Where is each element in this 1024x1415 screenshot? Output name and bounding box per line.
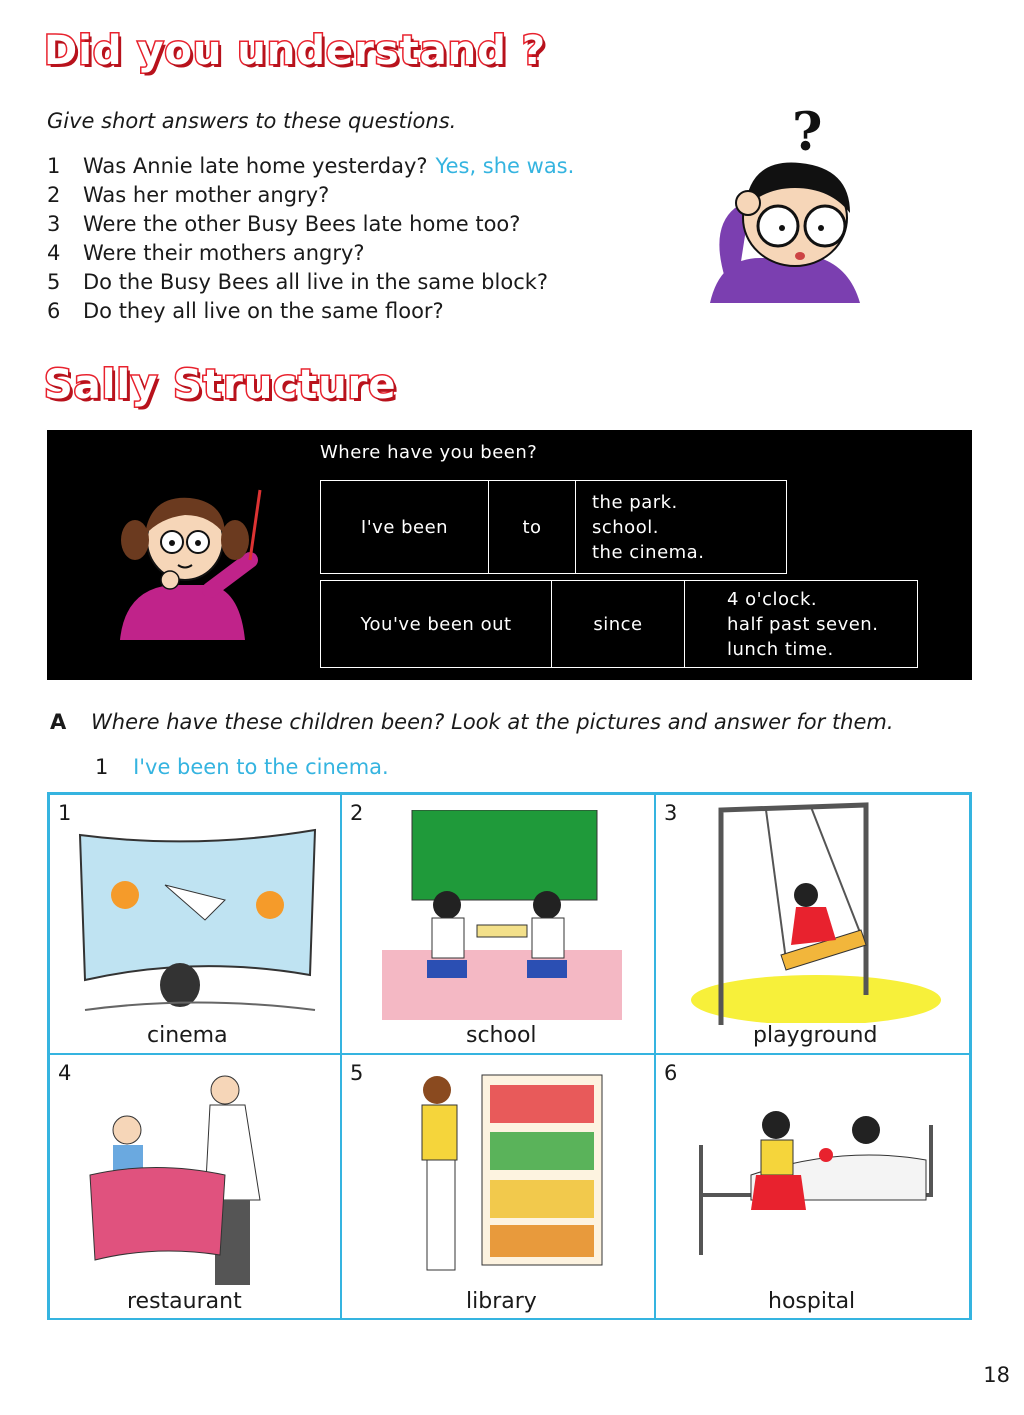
question-number: 6 <box>47 299 61 323</box>
question-text: Do they all live on the same floor? <box>83 299 444 323</box>
picture-cell-playground <box>655 794 970 1054</box>
playground-picture <box>686 795 946 1030</box>
example-number: 1 <box>95 755 109 779</box>
question-number: 2 <box>47 183 61 207</box>
question-item <box>47 268 574 297</box>
structure-subject: I've been <box>321 481 489 574</box>
svg-text:?: ? <box>792 108 823 163</box>
instruction-short-answers: Give short answers to these questions. <box>47 109 457 133</box>
library-picture <box>402 1070 612 1290</box>
picture-cell-restaurant <box>49 1054 341 1320</box>
school-picture <box>382 810 622 1030</box>
structure-preposition: to <box>489 481 576 574</box>
picture-label: cinema <box>147 1023 228 1048</box>
structure-preposition: since <box>552 581 685 668</box>
question-number: 3 <box>47 212 61 236</box>
structure-time: 4 o'clock. <box>727 588 818 610</box>
structure-time: half past seven. <box>727 613 879 635</box>
page-number: 18 <box>983 1363 1010 1387</box>
question-text: Was her mother angry? <box>83 183 330 207</box>
picture-number: 5 <box>350 1061 364 1085</box>
structure-place: school. <box>592 516 659 538</box>
structure-table-been-to <box>320 480 787 574</box>
structure-table-been-out-since <box>320 580 918 668</box>
question-number: 5 <box>47 270 61 294</box>
question-item <box>47 152 574 181</box>
picture-cell-hospital <box>655 1054 970 1320</box>
structure-time: lunch time. <box>727 638 834 660</box>
picture-number: 2 <box>350 801 364 825</box>
example-answer-line <box>95 755 389 779</box>
picture-label: playground <box>753 1023 878 1048</box>
picture-number: 6 <box>664 1061 678 1085</box>
sally-teacher-illustration <box>100 480 280 640</box>
question-item <box>47 239 574 268</box>
picture-cell-cinema <box>49 794 341 1054</box>
picture-cell-library <box>341 1054 655 1320</box>
question-item <box>47 297 574 326</box>
question-text: Was Annie late home yesterday? <box>83 154 428 178</box>
section-heading-did-you-understand: Did you understand ? <box>44 28 547 74</box>
question-list <box>47 152 574 326</box>
section-heading-sally-structure: Sally Structure <box>44 362 397 408</box>
exercise-instruction: Where have these children been? Look at the pictures and answer for them. <box>91 710 894 734</box>
structure-times <box>685 581 918 668</box>
hospital-picture <box>691 1085 951 1295</box>
confused-boy-illustration <box>700 108 868 303</box>
picture-number: 1 <box>58 801 72 825</box>
question-text: Do the Busy Bees all live in the same block? <box>83 270 549 294</box>
question-item <box>47 210 574 239</box>
question-number: 4 <box>47 241 61 265</box>
cinema-picture <box>75 825 320 1025</box>
question-text: Were the other Busy Bees late home too? <box>83 212 521 236</box>
picture-number: 3 <box>664 801 678 825</box>
restaurant-picture <box>75 1070 325 1295</box>
example-answer: I've been to the cinema. <box>133 755 389 779</box>
picture-label: restaurant <box>127 1289 242 1314</box>
question-item <box>47 181 574 210</box>
structure-place: the park. <box>592 491 678 513</box>
structure-places <box>576 481 787 574</box>
picture-label: hospital <box>768 1289 856 1314</box>
picture-number: 4 <box>58 1061 72 1085</box>
picture-label: library <box>466 1289 537 1314</box>
question-text: Were their mothers angry? <box>83 241 365 265</box>
question-number: 1 <box>47 154 61 178</box>
picture-label: school <box>466 1023 537 1048</box>
sample-answer: Yes, she was. <box>435 154 575 178</box>
picture-cell-school <box>341 794 655 1054</box>
structure-question: Where have you been? <box>320 442 538 463</box>
exercise-label: A <box>50 710 67 734</box>
structure-subject: You've been out <box>321 581 552 668</box>
structure-place: the cinema. <box>592 541 705 563</box>
picture-grid <box>47 792 972 1320</box>
